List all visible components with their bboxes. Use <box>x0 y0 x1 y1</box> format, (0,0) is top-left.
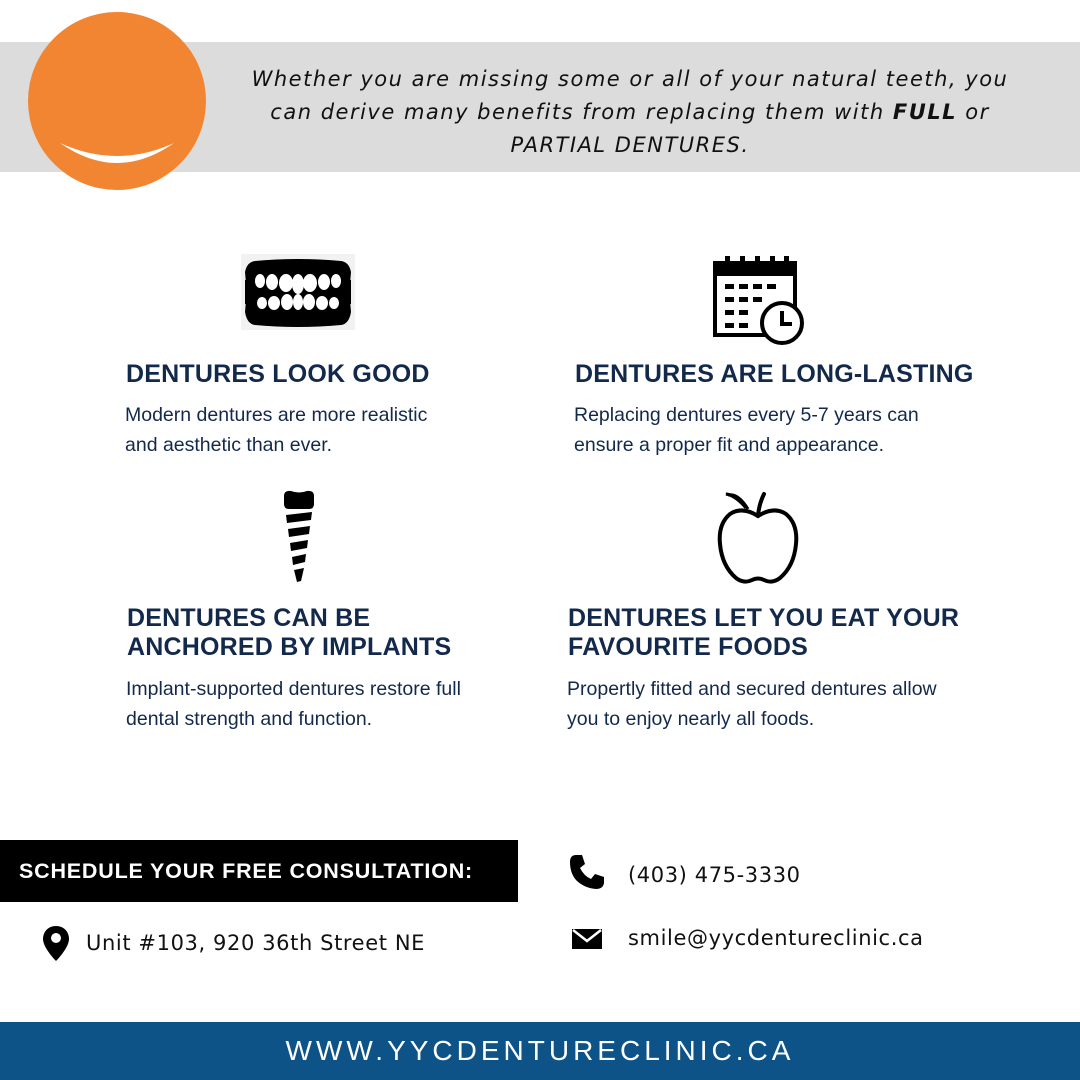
clinic-address: Unit #103, 920 36th Street NE <box>86 931 426 955</box>
intro-full-emphasis: FULL <box>892 100 958 124</box>
website-url-footer[interactable]: WWW.YYCDENTURECLINIC.CA <box>0 1022 1080 1080</box>
intro-text <box>232 63 1028 162</box>
intro-line-1: Whether you are missing some or all of your natural teeth, you <box>251 67 1009 91</box>
benefit-title-look-good: DENTURES LOOK GOOD <box>126 360 430 388</box>
benefit-title-implants: DENTURES CAN BE ANCHORED BY IMPLANTS <box>127 604 452 661</box>
benefit-body-look-good: Modern dentures are more realistic and aesthetic than ever. <box>125 404 428 456</box>
intro-line-3: PARTIAL DENTURES. <box>510 133 750 157</box>
phone-icon <box>569 854 605 890</box>
implant-icon <box>281 490 317 583</box>
location-pin-icon <box>42 925 70 962</box>
benefit-body-long-lasting: Replacing dentures every 5-7 years can ensure a proper fit and appearance. <box>574 404 919 456</box>
benefit-title-favourite-foods: DENTURES LET YOU EAT YOUR FAVOURITE FOODS <box>568 604 960 661</box>
apple-icon <box>716 490 800 584</box>
phone-number[interactable]: (403) 475-3330 <box>628 863 801 887</box>
intro-line-2: can derive many benefits from replacing them with FULL or <box>270 100 990 124</box>
dentures-icon <box>241 254 355 330</box>
benefit-title-long-lasting: DENTURES ARE LONG-LASTING <box>575 360 974 388</box>
calendar-clock-icon <box>712 254 806 346</box>
schedule-consultation-banner[interactable]: SCHEDULE YOUR FREE CONSULTATION: <box>0 840 518 902</box>
benefit-body-favourite-foods: Propertly fitted and secured dentures allow you to enjoy nearly all foods. <box>567 678 937 730</box>
smile-logo-icon <box>27 11 207 191</box>
email-address[interactable]: smile@yycdentureclinic.ca <box>628 926 924 950</box>
email-icon <box>572 929 602 949</box>
benefit-body-implants: Implant-supported dentures restore full dental strength and function. <box>126 678 461 730</box>
